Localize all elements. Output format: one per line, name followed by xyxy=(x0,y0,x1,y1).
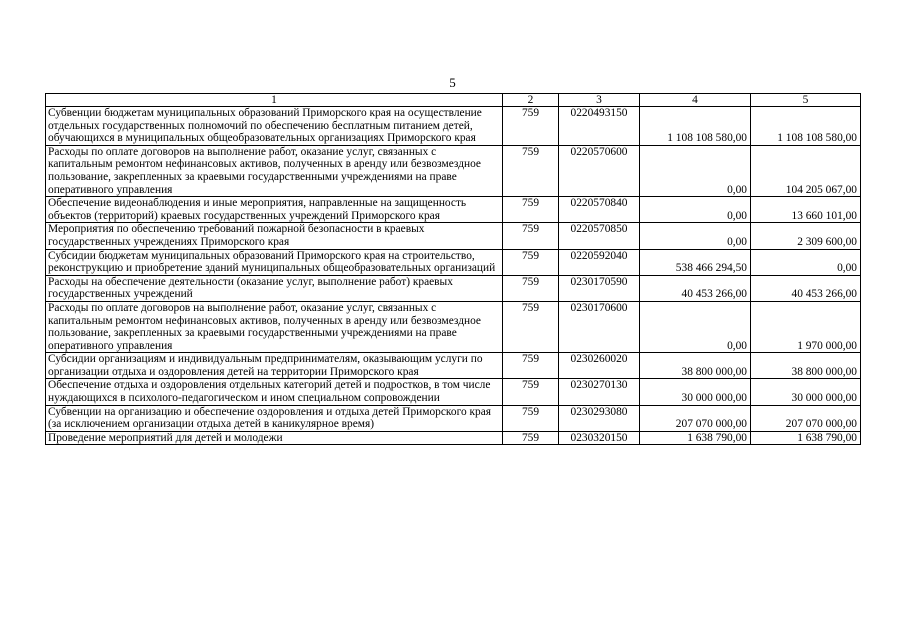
row-code-cell: 759 xyxy=(503,431,559,445)
row-amount-2-cell: 1 108 108 580,00 xyxy=(751,107,861,146)
row-csr-cell: 0230270130 xyxy=(559,379,640,405)
table-row xyxy=(46,249,861,275)
row-amount-1-cell: 38 800 000,00 xyxy=(640,353,751,379)
table-row xyxy=(46,197,861,223)
row-amount-2-cell: 2 309 600,00 xyxy=(751,223,861,249)
table-body xyxy=(46,94,861,445)
row-code-cell: 759 xyxy=(503,145,559,196)
header-cell-5: 5 xyxy=(751,94,861,107)
header-cell-1: 1 xyxy=(46,94,503,107)
row-name-cell: Субсидии бюджетам муниципальных образований Приморского края на строительство, реконструкцию и приобретение зданий муниципальных общеобразовательных организаций xyxy=(46,249,503,275)
table-row xyxy=(46,353,861,379)
budget-table xyxy=(45,93,861,445)
row-amount-1-cell: 1 108 108 580,00 xyxy=(640,107,751,146)
row-csr-cell: 0230320150 xyxy=(559,431,640,445)
row-csr-cell: 0230170600 xyxy=(559,301,640,352)
row-name-cell: Обеспечение отдыха и оздоровления отдельных категорий детей и подростков, в том числе нуждающихся в психолого-педагогическом и ином специальном сопровождении xyxy=(46,379,503,405)
row-code-cell: 759 xyxy=(503,249,559,275)
row-code-cell: 759 xyxy=(503,223,559,249)
row-amount-1-cell: 0,00 xyxy=(640,301,751,352)
row-csr-cell: 0220570600 xyxy=(559,145,640,196)
row-name-cell: Мероприятия по обеспечению требований пожарной безопасности в краевых государственных учреждениях Приморского края xyxy=(46,223,503,249)
row-amount-2-cell: 30 000 000,00 xyxy=(751,379,861,405)
table-header-row xyxy=(46,94,861,107)
row-amount-1-cell: 0,00 xyxy=(640,223,751,249)
row-csr-cell: 0220570840 xyxy=(559,197,640,223)
row-csr-cell: 0220592040 xyxy=(559,249,640,275)
row-amount-2-cell: 104 205 067,00 xyxy=(751,145,861,196)
row-amount-2-cell: 1 638 790,00 xyxy=(751,431,861,445)
row-code-cell: 759 xyxy=(503,197,559,223)
row-amount-1-cell: 207 070 000,00 xyxy=(640,405,751,431)
row-amount-1-cell: 0,00 xyxy=(640,145,751,196)
row-name-cell: Субвенции на организацию и обеспечение оздоровления и отдыха детей Приморского края (за исключением организации отдыха детей в каникулярное время) xyxy=(46,405,503,431)
row-amount-2-cell: 40 453 266,00 xyxy=(751,275,861,301)
row-amount-2-cell: 207 070 000,00 xyxy=(751,405,861,431)
table-row xyxy=(46,107,861,146)
table-row xyxy=(46,223,861,249)
row-amount-2-cell: 1 970 000,00 xyxy=(751,301,861,352)
row-code-cell: 759 xyxy=(503,275,559,301)
table-row xyxy=(46,145,861,196)
row-code-cell: 759 xyxy=(503,353,559,379)
header-cell-4: 4 xyxy=(640,94,751,107)
row-amount-2-cell: 38 800 000,00 xyxy=(751,353,861,379)
row-csr-cell: 0230293080 xyxy=(559,405,640,431)
page-number: 5 xyxy=(449,75,456,90)
row-amount-2-cell: 13 660 101,00 xyxy=(751,197,861,223)
row-amount-1-cell: 0,00 xyxy=(640,197,751,223)
row-name-cell: Обеспечение видеонаблюдения и иные мероприятия, направленные на защищенность объектов (территорий) краевых государственных учреждений Приморского края xyxy=(46,197,503,223)
row-amount-1-cell: 30 000 000,00 xyxy=(640,379,751,405)
table-row xyxy=(46,431,861,445)
row-amount-1-cell: 538 466 294,50 xyxy=(640,249,751,275)
row-csr-cell: 0220493150 xyxy=(559,107,640,146)
row-amount-1-cell: 1 638 790,00 xyxy=(640,431,751,445)
row-name-cell: Расходы по оплате договоров на выполнение работ, оказание услуг, связанных с капитальным ремонтом нефинансовых активов, полученных в аренду или безвозмездное пользование, закрепленных за краевыми государственными учреждениями на праве оперативного управления xyxy=(46,145,503,196)
row-name-cell: Субвенции бюджетам муниципальных образований Приморского края на осуществление отдельных государственных полномочий по обеспечению бесплатным питанием детей, обучающихся в муниципальных общеобразовательных организациях Приморского края xyxy=(46,107,503,146)
row-name-cell: Субсидии организациям и индивидуальным предпринимателям, оказывающим услуги по организации отдыха и оздоровления детей на территории Приморского края xyxy=(46,353,503,379)
row-csr-cell: 0220570850 xyxy=(559,223,640,249)
header-cell-3: 3 xyxy=(559,94,640,107)
row-csr-cell: 0230260020 xyxy=(559,353,640,379)
row-code-cell: 759 xyxy=(503,379,559,405)
row-amount-1-cell: 40 453 266,00 xyxy=(640,275,751,301)
row-code-cell: 759 xyxy=(503,107,559,146)
table-row xyxy=(46,405,861,431)
row-name-cell: Проведение мероприятий для детей и молодежи xyxy=(46,431,503,445)
row-code-cell: 759 xyxy=(503,405,559,431)
row-csr-cell: 0230170590 xyxy=(559,275,640,301)
row-amount-2-cell: 0,00 xyxy=(751,249,861,275)
row-code-cell: 759 xyxy=(503,301,559,352)
row-name-cell: Расходы на обеспечение деятельности (оказание услуг, выполнение работ) краевых государственных учреждений xyxy=(46,275,503,301)
table-row xyxy=(46,301,861,352)
row-name-cell: Расходы по оплате договоров на выполнение работ, оказание услуг, связанных с капитальным ремонтом нефинансовых активов, полученных в аренду или безвозмездное пользование, закрепленных за краевыми государственными учреждениями на праве оперативного управления xyxy=(46,301,503,352)
header-cell-2: 2 xyxy=(503,94,559,107)
table-row xyxy=(46,379,861,405)
table-row xyxy=(46,275,861,301)
